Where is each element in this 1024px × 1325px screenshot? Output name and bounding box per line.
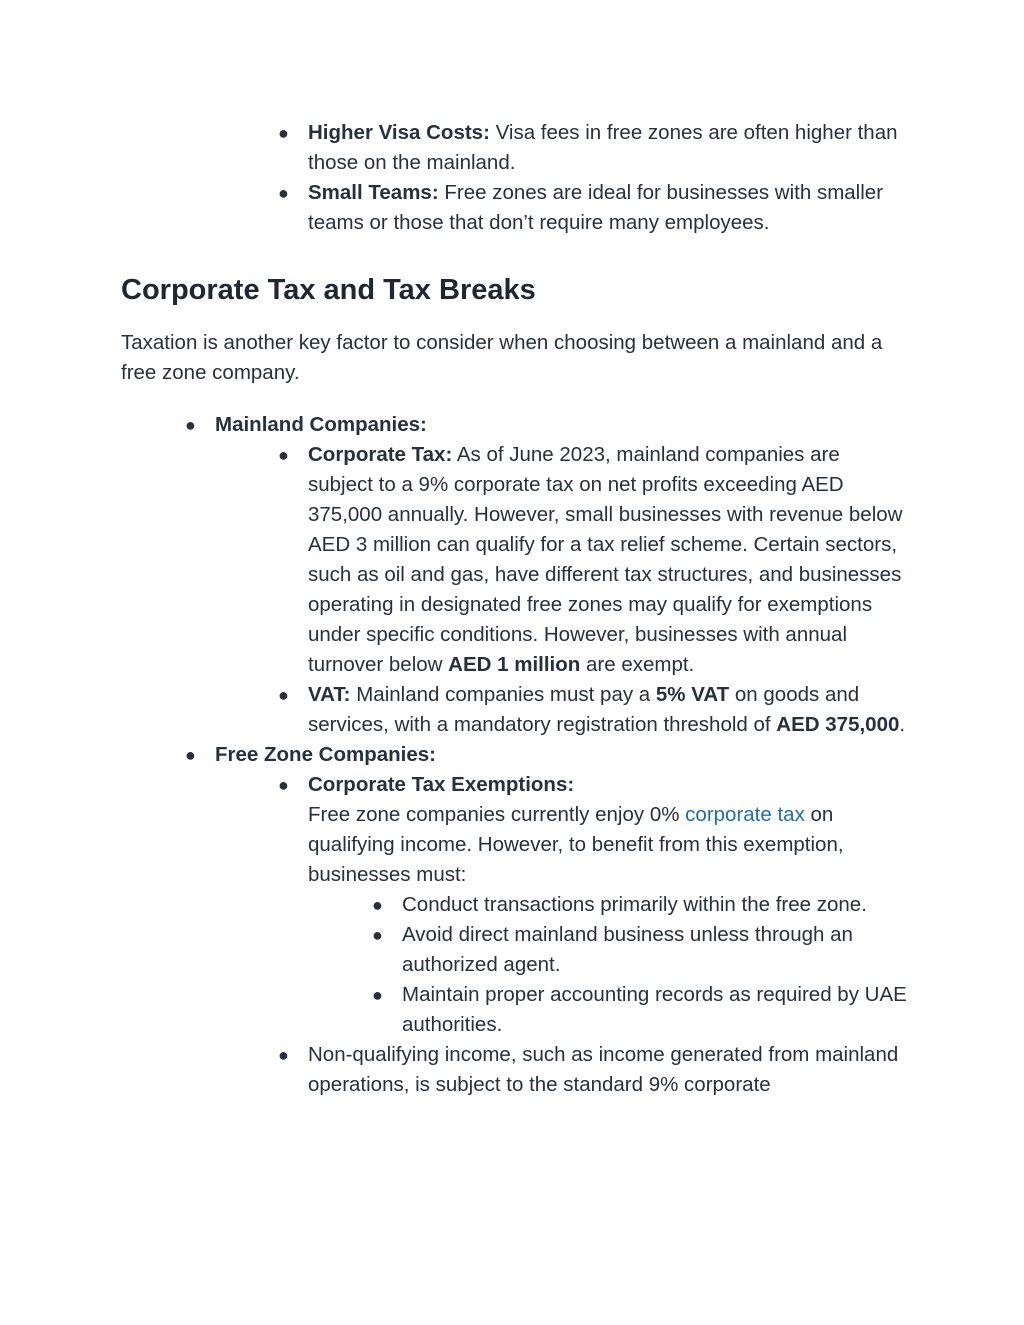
item-text: Free zones are ideal for businesses with smaller teams or those that don’t require many employees. [308, 181, 884, 234]
list-item-tax-exemptions [278, 770, 908, 1040]
item-label: VAT: [308, 683, 351, 706]
company-type-list [185, 410, 915, 1100]
list-item [372, 980, 912, 1040]
bullet-icon: ● [372, 925, 383, 945]
section-heading: Corporate Tax and Tax Breaks [121, 274, 536, 306]
bullet-icon: ● [185, 415, 196, 435]
bullet-icon: ● [278, 183, 289, 203]
item-text: As of June 2023, mainland companies are subject to a 9% corporate tax on net profits exceeding AED 375,000 annually. However, small businesses with revenue below AED 3 million can qualify for a tax relief scheme. Certain sectors, such as oil and gas, have different tax structures, and businesses operating in designated free zones may qualify for exemptions under specific conditions. However, businesses with annual turnover below [308, 443, 903, 676]
item-label: Small Teams: [308, 181, 439, 204]
bullet-icon: ● [372, 985, 383, 1005]
list-item-freezone [185, 740, 915, 1100]
item-emphasis: AED 375,000 [776, 713, 900, 736]
bullet-icon: ● [278, 775, 289, 795]
item-label: Higher Visa Costs: [308, 121, 490, 144]
item-label: Free Zone Companies: [215, 743, 436, 766]
item-text: Mainland companies must pay a [350, 683, 656, 706]
bullet-icon: ● [372, 895, 383, 915]
requirements-list [372, 890, 912, 1040]
intro-paragraph: Taxation is another key factor to consider when choosing between a mainland and a free zone company. [121, 331, 883, 384]
list-item [278, 118, 908, 178]
item-label: Corporate Tax Exemptions: [308, 773, 575, 796]
top-bullet-list [278, 118, 908, 238]
list-item [278, 178, 908, 238]
item-text: on qualifying income. However, to benefit from this exemption, businesses must: [308, 803, 844, 886]
item-text: . [899, 713, 906, 736]
list-item-mainland [185, 410, 915, 740]
list-item [372, 890, 912, 920]
item-text: Free zone companies currently enjoy 0% [308, 803, 686, 826]
item-text: on goods and services, with a mandatory registration threshold of [308, 683, 860, 736]
item-text: Conduct transactions primarily within the free zone. [402, 893, 867, 916]
item-text: are exempt. [580, 653, 695, 676]
bullet-icon: ● [278, 123, 289, 143]
list-item-corporate-tax [278, 440, 908, 680]
item-text: Maintain proper accounting records as required by UAE authorities. [402, 983, 907, 1036]
bullet-icon: ● [278, 1045, 289, 1065]
bullet-icon: ● [278, 445, 289, 465]
item-emphasis: 5% VAT [655, 683, 730, 706]
list-item-vat [278, 680, 908, 740]
bullet-icon: ● [185, 745, 196, 765]
item-label: Corporate Tax: [308, 443, 453, 466]
mainland-sub-list [278, 440, 908, 740]
item-emphasis: AED 1 million [448, 653, 581, 676]
freezone-sub-list [278, 770, 908, 1100]
corporate-tax-link[interactable]: corporate tax [685, 803, 805, 826]
item-text: Non-qualifying income, such as income generated from mainland operations, is subject to the standard 9% corporate [308, 1043, 899, 1096]
item-text: Avoid direct mainland business unless through an authorized agent. [402, 923, 853, 976]
bullet-icon: ● [278, 685, 289, 705]
list-item-non-qualifying [278, 1040, 908, 1100]
list-item [372, 920, 912, 980]
item-label: Mainland Companies: [215, 413, 427, 436]
item-text: Visa fees in free zones are often higher than those on the mainland. [308, 121, 898, 174]
